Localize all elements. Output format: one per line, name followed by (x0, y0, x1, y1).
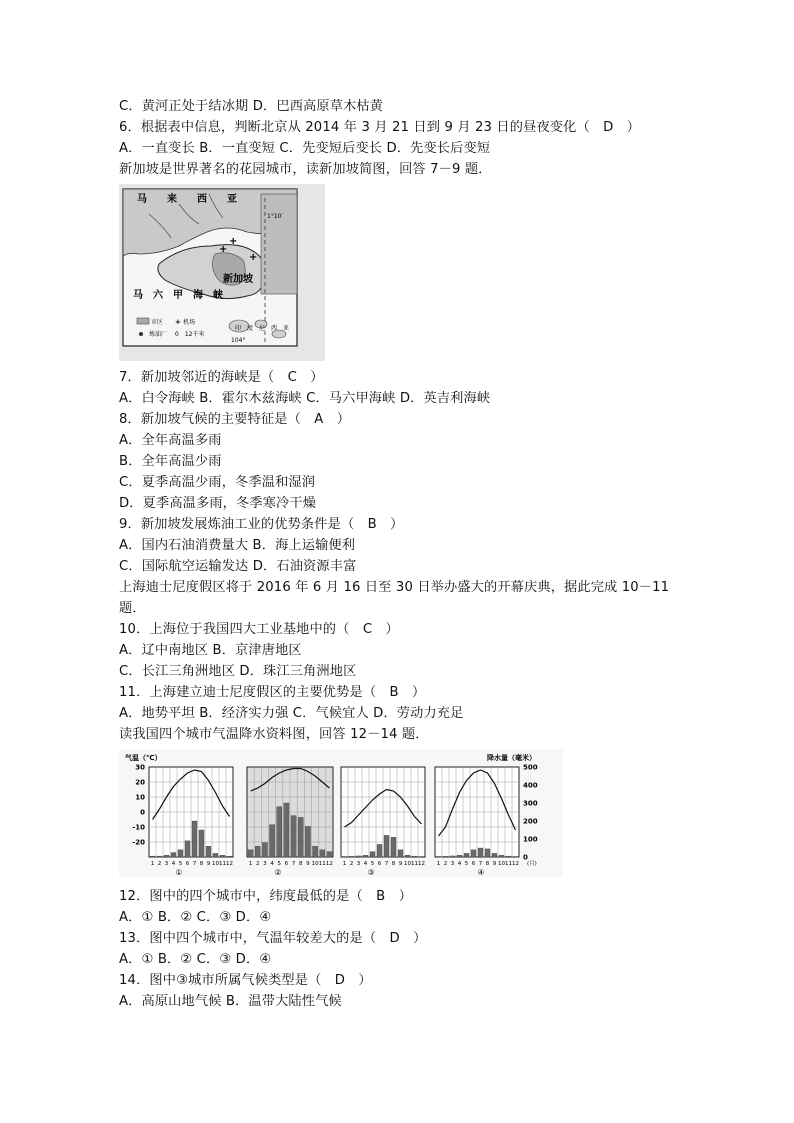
precip-tick-label: 300 (523, 799, 538, 808)
text-line: B．全年高温少雨 (119, 454, 222, 469)
question-12: 12．图中的四个城市中，纬度最低的是（ B ） (119, 889, 413, 904)
precip-bar (178, 850, 183, 857)
month-tick-label: 4 (363, 861, 368, 867)
month-tick-label: 10 (404, 861, 411, 867)
precip-bar (262, 843, 267, 857)
month-tick-label: 4 (457, 861, 462, 867)
precip-bar (513, 856, 518, 857)
question-13: 13．图中四个城市中，气温年较差大的是（ D ） (119, 931, 427, 946)
precip-bar (305, 826, 310, 857)
label-singapore: 新加坡 (223, 274, 253, 285)
precip-bar (171, 853, 176, 858)
month-tick-label: 11 (318, 861, 326, 867)
month-tick-label: 4 (171, 861, 176, 867)
precip-bar (405, 855, 410, 857)
text-line: A．高原山地气候 B．温带大陆性气候 (119, 994, 342, 1009)
month-tick-label: 3 (263, 861, 267, 867)
precip-bar (270, 825, 275, 857)
chart-number-label: ③ (367, 868, 375, 877)
precip-bar (213, 853, 218, 857)
precip-bar (199, 830, 204, 857)
question-8: 8．新加坡气候的主要特征是（ A ） (119, 412, 351, 427)
text-line: C．国际航空运输发达 D．石油资源丰富 (119, 559, 357, 574)
precip-tick-label: 400 (523, 781, 538, 790)
precip-bar (192, 821, 197, 857)
precip-bar (398, 850, 403, 857)
month-tick-label: 6 (471, 861, 476, 867)
month-tick-label: 12 (418, 861, 425, 867)
text-line: A．① B．② C．③ D．④ (119, 952, 272, 967)
month-tick-label: 8 (199, 861, 204, 867)
month-tick-label: 8 (485, 861, 490, 867)
month-tick-label: 10 (498, 861, 505, 867)
legend-airport: 机场 (183, 319, 196, 326)
precip-bar (227, 856, 232, 857)
question-7: 7．新加坡邻近的海峡是（ C ） (119, 370, 324, 385)
climate-chart-3 (341, 767, 425, 877)
month-tick-label: 11 (411, 861, 418, 867)
question-11: 11．上海建立迪士尼度假区的主要优势是（ B ） (119, 685, 426, 700)
question-6: 6．根据表中信息，判断北京从 2014 年 3 月 21 日到 9 月 23 日的昼夜变化（ D ） (119, 120, 641, 135)
precip-bar (164, 855, 169, 857)
precip-bar (185, 841, 190, 857)
month-tick-label: 7 (192, 861, 197, 867)
precip-bar (349, 856, 354, 857)
precip-bar (478, 848, 483, 857)
month-tick-label: 8 (299, 861, 303, 867)
text-line: A．① B．② C．③ D．④ (119, 910, 272, 925)
climate-charts-figure (119, 749, 563, 877)
month-tick-label: 6 (377, 861, 382, 867)
precip-bar (499, 855, 504, 857)
month-tick-label: 6 (284, 861, 289, 867)
precip-bar (157, 856, 162, 857)
month-tick-label: 2 (349, 861, 354, 867)
precip-axis-title: 降水量（毫米） (487, 754, 536, 762)
text-line: A．辽中南地区 B．京津唐地区 (119, 643, 302, 658)
precip-bar (471, 850, 476, 857)
precip-bar (277, 807, 282, 857)
legend-city: 市区 (151, 319, 164, 326)
precip-bar (150, 856, 155, 857)
precip-bar (370, 852, 375, 857)
temp-tick-label: 10 (135, 793, 145, 802)
month-tick-label: 5 (370, 861, 375, 867)
precip-bar (255, 846, 260, 857)
month-tick-label: 11 (219, 861, 226, 867)
climate-chart-1 (149, 767, 233, 877)
month-tick-label: 5 (464, 861, 469, 867)
precip-bar (377, 844, 382, 857)
month-tick-label: 2 (256, 861, 260, 867)
precip-bar (363, 855, 368, 857)
precip-tick-label: 200 (523, 817, 538, 826)
text-line: 题． (119, 601, 146, 616)
month-tick-label: 3 (164, 861, 169, 867)
precip-bar (327, 852, 332, 857)
chart-number-label: ④ (477, 868, 485, 877)
month-tick-label: 1 (436, 861, 441, 867)
text-line: 上海迪士尼度假区将于 2016 年 6 月 16 日至 30 日举办盛大的开幕庆典，据此完成 10－11 (119, 580, 670, 595)
precip-bar (320, 850, 325, 857)
label-longitude: 104° (231, 337, 246, 344)
month-unit-label: (月) (527, 861, 537, 867)
month-tick-label: 3 (356, 861, 361, 867)
precip-tick-label: 500 (523, 763, 538, 772)
month-tick-label: 2 (157, 861, 162, 867)
label-malaysia: 马 来 西 亚 (137, 194, 237, 205)
text-line: A．地势平坦 B．经济实力强 C．气候宜人 D．劳动力充足 (119, 706, 464, 721)
month-tick-label: 3 (450, 861, 455, 867)
temp-tick-label: 30 (135, 763, 145, 772)
month-tick-label: 10 (311, 861, 319, 867)
label-strait: 马 六 甲 海 峡 (133, 290, 223, 301)
month-tick-label: 9 (306, 861, 310, 867)
precip-bar (391, 837, 396, 857)
month-tick-label: 11 (505, 861, 512, 867)
precip-bar (457, 855, 462, 857)
month-tick-label: 1 (150, 861, 155, 867)
month-tick-label: 9 (492, 861, 497, 867)
text-line: A．全年高温多雨 (119, 433, 222, 448)
precip-bar (450, 856, 455, 857)
month-tick-label: 5 (277, 861, 281, 867)
precip-bar (384, 835, 389, 857)
month-tick-label: 7 (291, 861, 296, 867)
text-line: D．夏季高温多雨，冬季寒冷干燥 (119, 496, 317, 511)
precip-bar (419, 856, 424, 857)
month-tick-label: 8 (391, 861, 396, 867)
month-tick-label: 12 (325, 861, 333, 867)
chart-number-label: ② (274, 868, 282, 877)
temp-axis-title: 气温（℃） (125, 754, 162, 762)
text-line: C．长江三角洲地区 D．珠江三角洲地区 (119, 664, 357, 679)
temp-tick-label: -10 (132, 823, 145, 832)
legend-scale: 0 12千米 (175, 331, 205, 338)
svg-text:+: + (175, 318, 181, 326)
precip-bar (356, 856, 361, 857)
temp-tick-label: -20 (132, 838, 145, 847)
climate-chart-2 (247, 767, 333, 877)
precip-bar (220, 855, 225, 857)
text-line: A．一直变长 B．一直变短 C．先变短后变长 D．先变长后变短 (119, 141, 491, 156)
precip-bar (506, 856, 511, 857)
precip-bar (492, 853, 497, 857)
label-latitude: 1°10′ (267, 213, 283, 220)
precip-tick-label: 100 (523, 835, 538, 844)
month-tick-label: 7 (384, 861, 389, 867)
precip-bar (436, 856, 441, 857)
text-line: C．黄河正处于结冰期 D．巴西高原草木枯黄 (119, 99, 384, 114)
precip-bar (284, 803, 289, 857)
precip-bar (342, 856, 347, 857)
month-tick-label: 9 (398, 861, 403, 867)
singapore-map (119, 184, 325, 361)
text-line: 新加坡是世界著名的花园城市，读新加坡简图，回答 7－9 题． (119, 162, 492, 177)
text-line: A．国内石油消费量大 B．海上运输便利 (119, 538, 356, 553)
month-tick-label: 12 (226, 861, 233, 867)
precip-bar (206, 846, 211, 857)
precip-bar (291, 816, 296, 857)
month-tick-label: 9 (206, 861, 211, 867)
chart-number-label: ① (175, 868, 183, 877)
question-14: 14．图中③城市所属气候类型是（ D ） (119, 973, 372, 988)
question-10: 10．上海位于我国四大工业基地中的（ C ） (119, 622, 399, 637)
month-tick-label: 1 (248, 861, 253, 867)
airport-symbol: + (219, 244, 228, 255)
precip-bar (464, 853, 469, 857)
precip-bar (485, 849, 490, 857)
text-line: 读我国四个城市气温降水资料图，回答 12－14 题． (119, 727, 429, 742)
precip-bar (443, 856, 448, 857)
precip-bar (412, 856, 417, 857)
precip-bar (298, 817, 303, 857)
month-tick-label: 10 (212, 861, 219, 867)
month-tick-label: 7 (478, 861, 483, 867)
text-line: A．白令海峡 B．霍尔木兹海峡 C．马六甲海峡 D．英吉利海峡 (119, 391, 491, 406)
legend-refinery: 炼油厂 (149, 331, 168, 338)
month-tick-label: 5 (178, 861, 183, 867)
climate-chart-4 (435, 767, 519, 877)
month-tick-label: 6 (185, 861, 190, 867)
precip-bar (248, 850, 253, 857)
month-tick-label: 12 (512, 861, 519, 867)
month-tick-label: 2 (443, 861, 448, 867)
temp-tick-label: 20 (135, 778, 145, 787)
precip-bar (313, 846, 318, 857)
airport-symbol: + (249, 252, 258, 263)
temp-tick-label: 0 (140, 808, 145, 817)
airport-symbol: + (229, 236, 238, 247)
label-indonesia: 印 度 尼 西 亚 (235, 325, 290, 332)
precip-tick-label: 0 (523, 853, 528, 862)
month-tick-label: 4 (270, 861, 274, 867)
text-line: C．夏季高温少雨，冬季温和湿润 (119, 475, 316, 490)
month-tick-label: 1 (342, 861, 347, 867)
question-9: 9．新加坡发展炼油工业的优势条件是（ B ） (119, 517, 404, 532)
